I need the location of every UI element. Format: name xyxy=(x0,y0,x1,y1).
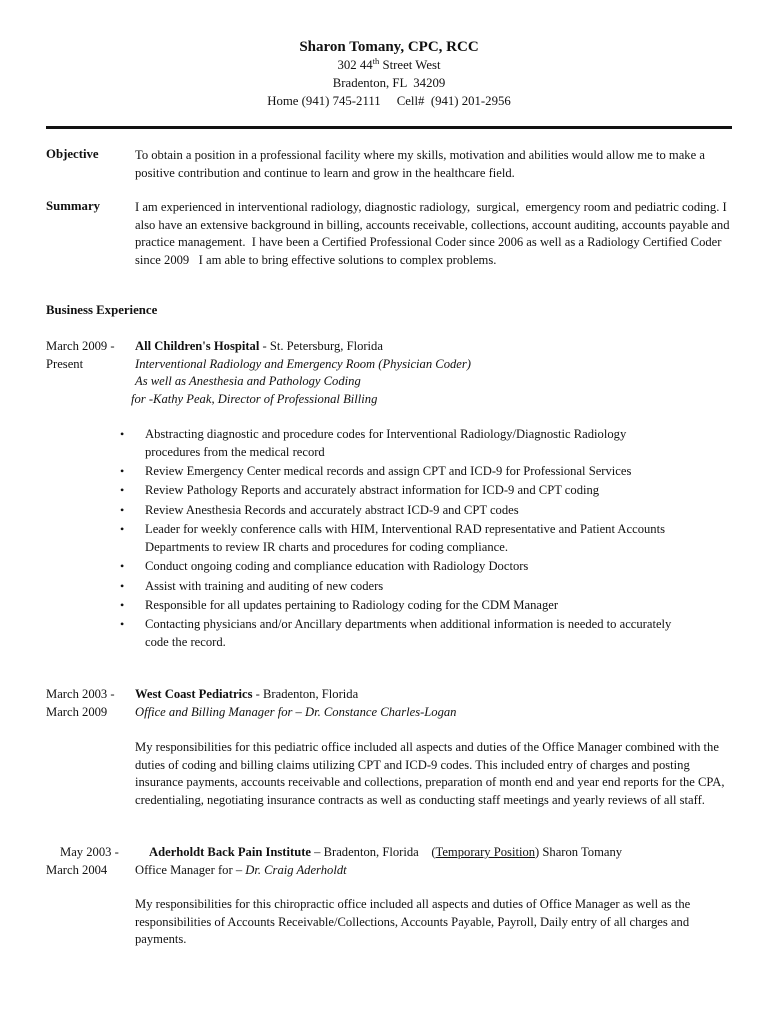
street-number: 302 44 xyxy=(337,58,373,72)
street-ordinal: th xyxy=(372,56,380,66)
employer-note-suffix: ) Sharon Tomany xyxy=(535,845,623,859)
job-title xyxy=(135,862,735,880)
bullet-icon: • xyxy=(120,522,125,537)
employer-line xyxy=(135,844,735,862)
objective-label: Objective xyxy=(46,147,99,161)
duty-text: Abstracting diagnostic and procedure codes for Interventional Radiology/Diagnostic Radiology procedures from the medical record xyxy=(145,427,627,459)
duty-item xyxy=(118,426,678,461)
summary-text: I am experienced in interventional radiology, diagnostic radiology, surgical, emergency room and pediatric coding. I also have an extensive background in billing, accounts receivable, collections, account auditing, accounts payable and practice management. I have been a Certified Professional Coder since 2006 as well as a Radiology Certified Coder since 2009 I am able to bring effective solutions to complex problems. xyxy=(135,200,733,267)
job-dates xyxy=(46,338,115,373)
duty-text: Contacting physicians and/or Ancillary departments when additional information is needed to accurately code the record. xyxy=(145,617,672,649)
duty-text: Leader for weekly conference calls with HIM, Interventional RAD representative and Patient Accounts Departments to review IR charts and procedures for coding compliance. xyxy=(145,522,665,554)
employer-line xyxy=(135,338,735,356)
duty-text: Review Anesthesia Records and accurately abstract ICD-9 and CPT codes xyxy=(145,502,519,517)
duty-item xyxy=(118,558,678,576)
bullet-icon: • xyxy=(120,617,125,632)
bullet-icon: • xyxy=(120,463,125,478)
job-dates xyxy=(46,686,115,721)
bullet-icon: • xyxy=(120,483,125,498)
job-title: Office and Billing Manager for – Dr. Constance Charles-Logan xyxy=(135,704,457,719)
job-end-date: Present xyxy=(46,356,84,371)
job-title-text: Office Manager for – xyxy=(135,862,246,877)
candidate-name: Sharon Tomany, CPC, RCC xyxy=(299,39,479,55)
employer-location: – Bradenton, Florida ( xyxy=(311,845,436,859)
duty-item xyxy=(118,597,678,615)
job-title-doctor: Dr. Craig Aderholdt xyxy=(245,862,347,877)
job-supervisor: for -Kathy Peak, Director of Professional Billing xyxy=(131,391,378,406)
job-details xyxy=(131,338,735,408)
street-address xyxy=(0,56,768,74)
employer-name: Aderholdt Back Pain Institute xyxy=(149,845,311,859)
job-description: My responsibilities for this pediatric office included all aspects and duties of the Office Manager combined with the duties of coding and billing claims utilizing CPT and ICD-9 codes. This included entry of charges and posting insurance payments, accounts receivable and collections, preparation of month end and year end reports for the CPA, credentialing, negotiating insurance contracts as well as conducting staff meetings and yearly reviews of all staff. xyxy=(135,740,725,807)
business-experience-heading: Business Experience xyxy=(46,303,158,317)
bullet-icon: • xyxy=(120,559,125,574)
job-duties-list xyxy=(118,426,678,653)
job-start-date: March 2003 - xyxy=(46,687,115,701)
duty-text: Responsible for all updates pertaining to Radiology coding for the CDM Manager xyxy=(145,597,559,612)
job-dates xyxy=(46,844,119,879)
bullet-icon: • xyxy=(120,597,125,612)
phone-line: Home (941) 745-2111 Cell# (941) 201-2956 xyxy=(267,94,511,108)
employer-location: - St. Petersburg, Florida xyxy=(259,339,383,353)
header-divider xyxy=(46,126,732,129)
job-end-date: March 2004 xyxy=(46,862,108,877)
duty-text: Assist with training and auditing of new coders xyxy=(145,578,384,593)
job-details xyxy=(135,844,735,879)
duty-item xyxy=(118,502,678,520)
bullet-icon: • xyxy=(120,502,125,517)
street-name: Street West xyxy=(379,58,441,72)
job-description: My responsibilities for this chiropractic office included all aspects and duties of Office Manager as well as the responsibilities of Accounts Receivable/Collections, Accounts Payable, Payroll, Daily entry of all charges and payments. xyxy=(135,897,691,946)
job-start-date: May 2003 - xyxy=(60,845,119,859)
duty-text: Conduct ongoing coding and compliance education with Radiology Doctors xyxy=(145,559,529,574)
duty-item xyxy=(118,521,678,556)
job-end-date: March 2009 xyxy=(46,704,108,719)
temporary-position-note: Temporary Position xyxy=(435,845,536,859)
resume-header xyxy=(0,38,768,110)
duty-text: Review Pathology Reports and accurately abstract information for ICD-9 and CPT coding xyxy=(145,483,600,498)
employer-name: All Children's Hospital xyxy=(135,339,260,353)
bullet-icon: • xyxy=(120,427,125,441)
objective-text: To obtain a position in a professional facility where my skills, motivation and abilities would allow me to make a positive contribution and continue to learn and grow in the healthcare field. xyxy=(135,148,705,180)
duty-item xyxy=(118,616,678,651)
bullet-icon: • xyxy=(120,578,125,593)
duty-item xyxy=(118,578,678,596)
employer-location: - Bradenton, Florida xyxy=(252,687,359,701)
job-details xyxy=(135,686,735,721)
employer-name: West Coast Pediatrics xyxy=(135,687,253,701)
duty-text: Review Emergency Center medical records and assign CPT and ICD-9 for Professional Services xyxy=(145,463,632,478)
city-line: Bradenton, FL 34209 xyxy=(332,76,446,90)
job-title: Interventional Radiology and Emergency Room (Physician Coder) xyxy=(135,356,471,371)
duty-item xyxy=(118,463,678,481)
summary-label: Summary xyxy=(46,199,101,213)
employer-line xyxy=(135,686,735,704)
duty-item xyxy=(118,482,678,500)
job-title-continued: As well as Anesthesia and Pathology Coding xyxy=(135,374,361,388)
job-start-date: March 2009 - xyxy=(46,339,115,353)
